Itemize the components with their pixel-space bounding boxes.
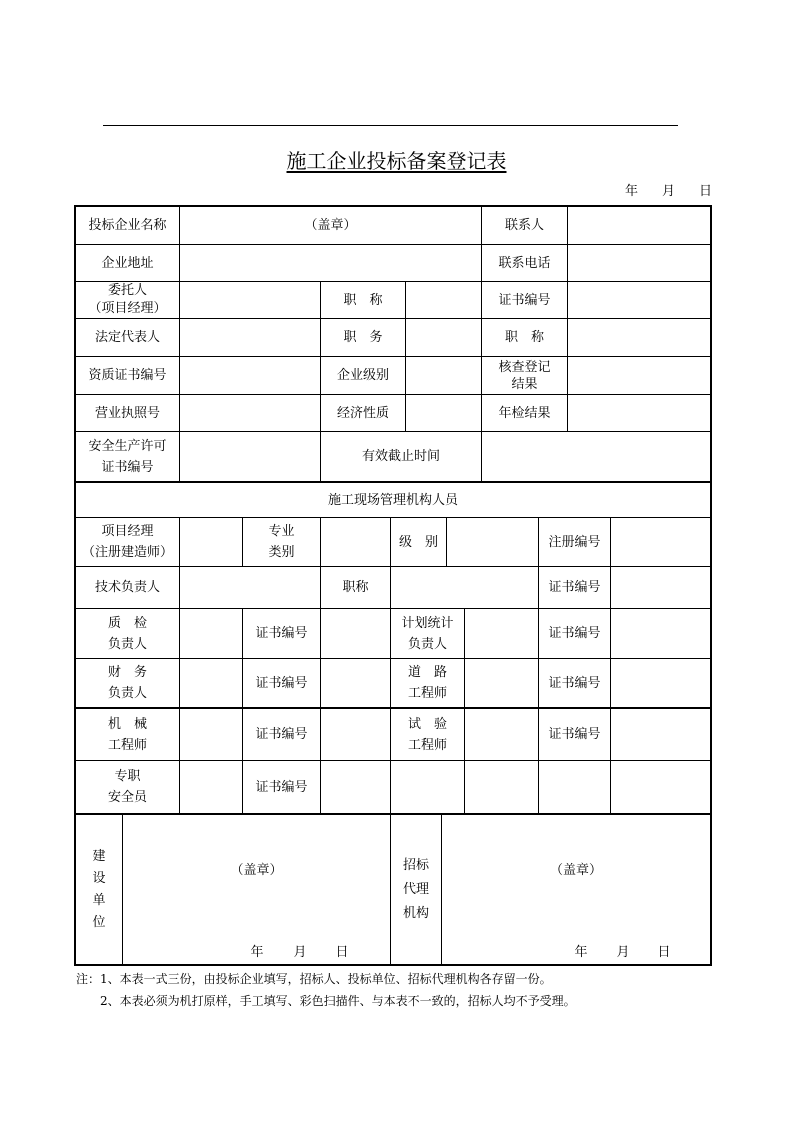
label-contact: 联系人 [504,218,544,233]
date-month-label: 月 [662,184,676,199]
label-qual-cert-no: 资质证书编号 [88,368,167,383]
empty-cell[interactable] [465,761,538,813]
date-day-label: 日 [699,184,713,199]
tech-cert-no-value[interactable] [611,567,710,608]
test-cert-no-value[interactable] [611,709,710,760]
label-business-license: 营业执照号 [94,405,160,421]
label-mech-engineer: 机 械 工程师 [107,716,147,753]
label-level: 级 别 [398,534,438,550]
position-title-2-value[interactable] [568,319,710,356]
label-road-engineer: 道 路 工程师 [407,665,447,701]
finance-lead-value[interactable] [180,659,242,707]
mech-cert-no-value[interactable] [321,709,390,760]
label-position-title-2: 职 称 [504,330,544,345]
agency-date-month: 月 [616,944,630,960]
label-company-name: 投标企业名称 [88,218,167,233]
table-vline [441,813,442,964]
agency-date-year: 年 [574,944,588,960]
label-plan-cert-no: 证书编号 [548,626,601,641]
label-contact-phone: 联系电话 [498,255,551,271]
tech-lead-value[interactable] [180,567,320,608]
label-annual-check: 年检结果 [498,405,551,421]
construction-date-day: 日 [335,944,349,960]
entrusted-value[interactable] [180,282,320,318]
empty-cell[interactable] [611,761,710,813]
address-value[interactable] [180,245,481,281]
construction-unit-seal[interactable]: （盖章） [230,862,283,878]
verify-result-value[interactable] [568,357,710,394]
label-specialty: 专业 类别 [268,524,295,560]
page-title [0,145,793,174]
agency-date-day: 日 [657,944,671,960]
plan-stat-lead-value[interactable] [465,609,538,658]
label-legal-rep: 法定代表人 [94,330,160,345]
construction-date-month: 月 [293,944,307,960]
label-valid-until: 有效截止时间 [361,449,440,464]
label-finance-cert-no: 证书编号 [255,675,308,691]
tech-lead-title-value[interactable] [391,567,538,608]
header-rule [103,125,678,126]
position-value[interactable] [406,319,481,356]
cert-no-value[interactable] [568,282,710,318]
label-tech-cert-no: 证书编号 [548,580,601,595]
label-plan-stat-lead: 计划统计 负责人 [401,615,454,652]
label-verify-result: 核查登记 结果 [498,359,551,392]
qc-cert-no-value[interactable] [321,609,390,658]
label-tech-lead: 技术负责人 [94,580,160,595]
site-staff-header: 施工现场管理机构人员 [327,492,458,508]
contact-phone-value[interactable] [568,245,710,281]
label-entrusted: 委托人 （项目经理） [88,283,167,316]
legal-rep-value[interactable] [180,319,320,356]
label-qc-lead: 质 检 负责人 [107,615,147,652]
business-license-value[interactable] [180,395,320,431]
test-engineer-value[interactable] [465,709,538,760]
label-position: 职 务 [343,330,383,345]
reg-no-value[interactable] [611,518,710,566]
empty-cell[interactable] [391,761,464,813]
label-finance-lead: 财 务 负责人 [107,665,147,701]
label-qc-cert-no: 证书编号 [255,626,308,641]
road-engineer-value[interactable] [465,659,538,707]
table-border-bottom [74,964,712,966]
finance-cert-no-value[interactable] [321,659,390,707]
label-agency: 招标 代理 机构 [402,857,429,921]
label-company-grade: 企业级别 [336,368,389,383]
label-pm: 项目经理 （注册建造师） [81,524,173,560]
contact-value[interactable] [568,207,710,244]
agency-seal[interactable]: （盖章） [549,862,602,878]
label-test-cert-no: 证书编号 [548,727,601,742]
note-line-1: 注：1、本表一式三份，由投标企业填写，招标人、投标单位、招标代理机构各存留一份。 [76,972,552,986]
empty-cell[interactable] [539,761,610,813]
position-title-value[interactable] [406,282,481,318]
label-position-title: 职 称 [343,292,383,308]
pm-value[interactable] [180,518,242,566]
table-border-right [710,205,712,966]
label-test-engineer: 试 验 工程师 [407,716,447,753]
road-cert-no-value[interactable] [611,659,710,707]
mech-engineer-value[interactable] [180,709,242,760]
label-cert-no: 证书编号 [498,292,551,308]
specialty-value[interactable] [321,518,390,566]
page-title-text: 施工企业投标备案登记表 [286,149,507,173]
label-mech-cert-no: 证书编号 [255,727,308,742]
safety-officer-value[interactable] [180,761,242,813]
qual-cert-no-value[interactable] [180,357,320,394]
label-road-cert-no: 证书编号 [548,675,601,691]
label-construction-unit: 建 设 单 位 [92,848,106,930]
company-name-seal[interactable]: （盖章） [304,218,357,233]
date-year-label: 年 [625,184,639,199]
label-safety-permit: 安全生产许可 证书编号 [88,438,167,475]
level-value[interactable] [447,518,538,566]
label-title-short: 职称 [342,580,369,595]
valid-until-value[interactable] [482,432,710,481]
annual-check-value[interactable] [568,395,710,431]
label-safety-cert-no: 证书编号 [255,779,308,795]
qc-lead-value[interactable] [180,609,242,658]
safety-cert-no-value[interactable] [321,761,390,813]
plan-cert-no-value[interactable] [611,609,710,658]
note-line-2: 2、本表必须为机打原样，手工填写、彩色扫描件、与本表不一致的，招标人均不予受理。 [100,994,576,1008]
label-reg-no: 注册编号 [548,534,601,550]
table-vline [122,813,123,964]
company-grade-value[interactable] [406,357,481,394]
economic-nature-value[interactable] [406,395,481,431]
safety-permit-value[interactable] [180,432,320,481]
label-economic-nature: 经济性质 [336,405,389,421]
construction-date-year: 年 [250,944,264,960]
label-address: 企业地址 [101,255,154,271]
label-safety-officer: 专职 安全员 [107,769,147,805]
